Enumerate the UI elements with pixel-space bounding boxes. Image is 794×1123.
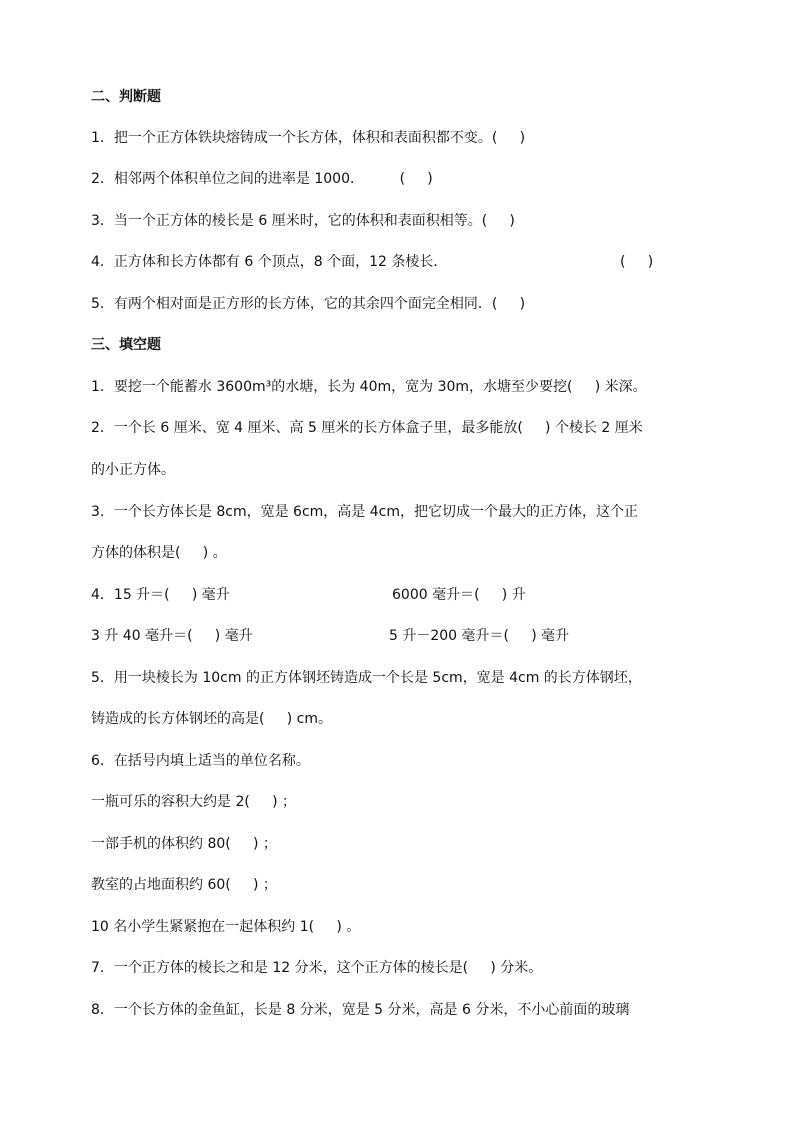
- fill-question-8-line-1: 8．一个长方体的金鱼缸，长是 8 分米，宽是 5 分米，高是 6 分米，不小心前面的玻璃: [91, 1002, 630, 1018]
- fill-question-6-c: 教室的占地面积约 60( ) ；: [91, 877, 277, 893]
- judgement-item-4-answer-paren: ( ): [620, 254, 654, 270]
- judgement-item-1: 1．把一个正方体铁块熔铸成一个长方体，体积和表面积都不变。( ): [91, 130, 526, 146]
- fill-question-4-c: 3 升 40 毫升＝( ) 毫升: [91, 628, 253, 644]
- fill-question-4-d: 5 升－200 毫升＝( ) 毫升: [389, 628, 570, 644]
- fill-question-1: 1．要挖一个能蓄水 3600m³的水塘，长为 40m，宽为 30m，水塘至少要挖( ) 米深。: [91, 379, 647, 395]
- judgement-item-4: 4．正方体和长方体都有 6 个顶点，8 个面，12 条棱长．: [91, 254, 448, 270]
- fill-question-6-a: 一瓶可乐的容积大约是 2( ) ；: [91, 794, 296, 810]
- fill-question-7: 7．一个正方体的棱长之和是 12 分米，这个正方体的棱长是( ) 分米。: [91, 960, 543, 976]
- fill-question-3-line-1: 3．一个长方体长是 8cm，宽是 6cm，高是 4cm，把它切成一个最大的正方体，这个正: [91, 504, 638, 520]
- fill-question-3-line-2: 方体的体积是( ) 。: [91, 545, 227, 561]
- fill-question-6: 6．在括号内填上适当的单位名称。: [91, 753, 310, 769]
- fill-question-2-line-1: 2．一个长 6 厘米、宽 4 厘米、高 5 厘米的长方体盒子里，最多能放( ) 个棱长 2 厘米: [91, 420, 643, 436]
- fill-question-5-line-1: 5．用一块棱长为 10cm 的正方体钢坯铸造成一个长是 5cm，宽是 4cm 的长方体钢坯，: [91, 670, 642, 686]
- fill-question-4-b: 6000 毫升＝( ) 升: [392, 587, 526, 603]
- judgement-item-5: 5．有两个相对面是正方形的长方体，它的其余四个面完全相同．( ): [91, 296, 526, 312]
- judgement-item-2: 2．相邻两个体积单位之间的进率是 1000． ( ): [91, 171, 433, 187]
- fill-question-2-line-2: 的小正方体。: [91, 462, 175, 478]
- section-heading-fill-blank: 三、填空题: [91, 337, 161, 353]
- fill-question-6-b: 一部手机的体积约 80( ) ；: [91, 836, 277, 852]
- section-heading-judgement: 二、判断题: [91, 89, 161, 105]
- judgement-item-3: 3．当一个正方体的棱长是 6 厘米时，它的体积和表面积相等。( ): [91, 213, 515, 229]
- fill-question-4-a: 4．15 升＝( ) 毫升: [91, 587, 230, 603]
- fill-question-6-d: 10 名小学生紧紧抱在一起体积约 1( ) 。: [91, 919, 361, 935]
- fill-question-5-line-2: 铸造成的长方体钢坯的高是( ) cm。: [91, 711, 332, 727]
